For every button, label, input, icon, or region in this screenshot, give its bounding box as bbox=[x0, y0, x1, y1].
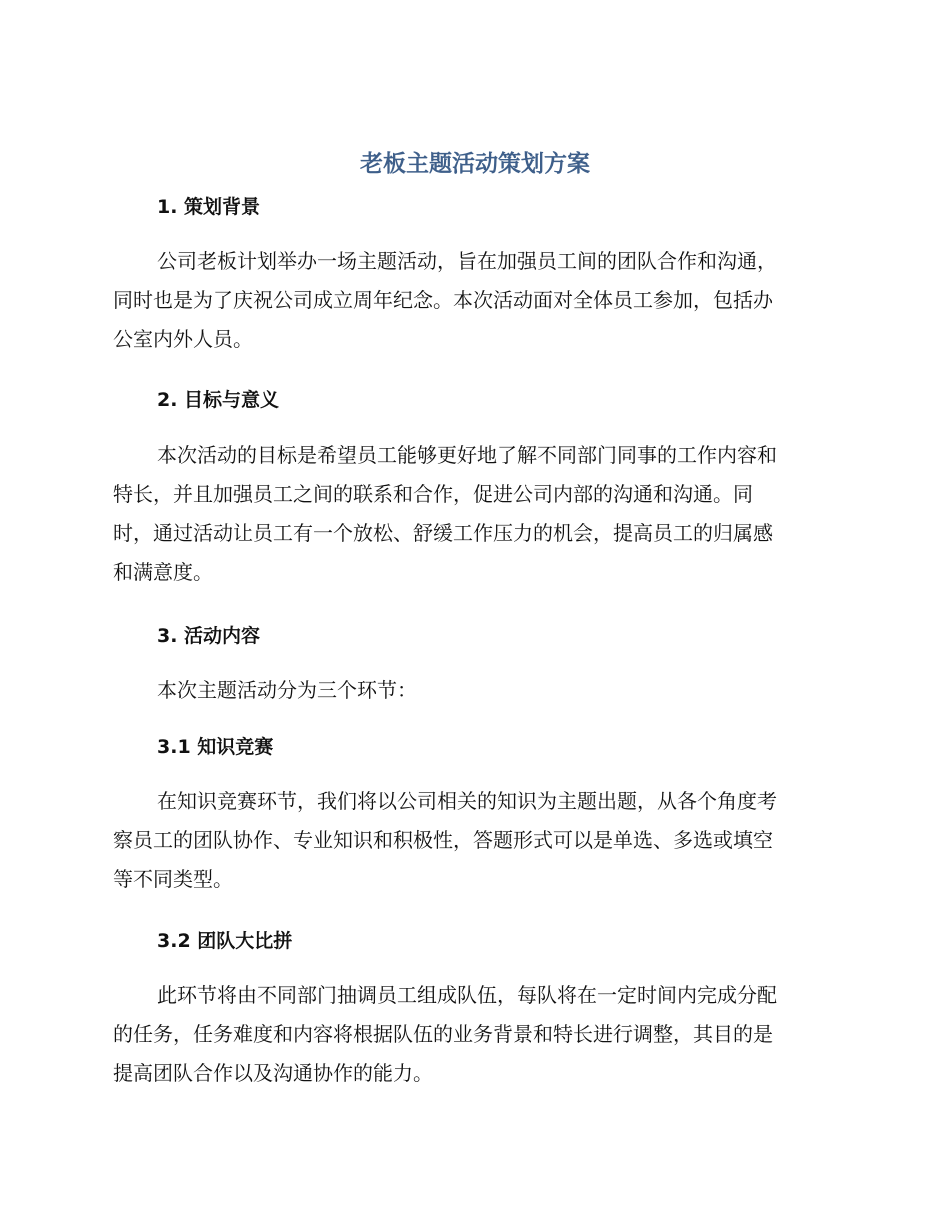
section-paragraph-team-contest bbox=[113, 976, 831, 1093]
paragraph-line: 本次主题活动分为三个环节： bbox=[157, 678, 417, 702]
section-heading-content: 3. 活动内容 bbox=[157, 625, 261, 647]
section-heading-team-contest: 3.2 团队大比拼 bbox=[157, 930, 293, 952]
section-heading-quiz: 3.1 知识竞赛 bbox=[157, 736, 274, 758]
paragraph-line: 本次活动的目标是希望员工能够更好地了解不同部门同事的工作内容和 bbox=[157, 443, 777, 467]
paragraph-line: 提高团队合作以及沟通协作的能力。 bbox=[113, 1061, 433, 1085]
document-title: 老板主题活动策划方案 bbox=[360, 151, 590, 177]
section-paragraph-quiz bbox=[113, 782, 831, 899]
paragraph-line: 的任务，任务难度和内容将根据队伍的业务背景和特长进行调整，其目的是 bbox=[113, 1022, 773, 1046]
paragraph-line: 此环节将由不同部门抽调员工组成队伍，每队将在一定时间内完成分配 bbox=[157, 983, 777, 1007]
section-paragraph-background bbox=[113, 242, 831, 359]
section-paragraph-goals bbox=[113, 436, 831, 592]
paragraph-line: 察员工的团队协作、专业知识和积极性，答题形式可以是单选、多选或填空 bbox=[113, 828, 773, 852]
paragraph-line: 公司老板计划举办一场主题活动，旨在加强员工间的团队合作和沟通， bbox=[157, 249, 777, 273]
section-heading-background: 1. 策划背景 bbox=[157, 196, 261, 218]
paragraph-line: 特长，并且加强员工之间的联系和合作，促进公司内部的沟通和沟通。同 bbox=[113, 482, 753, 506]
paragraph-line: 和满意度。 bbox=[113, 560, 213, 584]
paragraph-line: 公室内外人员。 bbox=[113, 327, 253, 351]
section-heading-goals: 2. 目标与意义 bbox=[157, 389, 280, 411]
paragraph-line: 同时也是为了庆祝公司成立周年纪念。本次活动面对全体员工参加，包括办 bbox=[113, 288, 773, 312]
section-paragraph-content bbox=[113, 671, 831, 710]
paragraph-line: 等不同类型。 bbox=[113, 867, 233, 891]
paragraph-line: 在知识竞赛环节，我们将以公司相关的知识为主题出题，从各个角度考 bbox=[157, 789, 777, 813]
paragraph-line: 时，通过活动让员工有一个放松、舒缓工作压力的机会，提高员工的归属感 bbox=[113, 521, 773, 545]
